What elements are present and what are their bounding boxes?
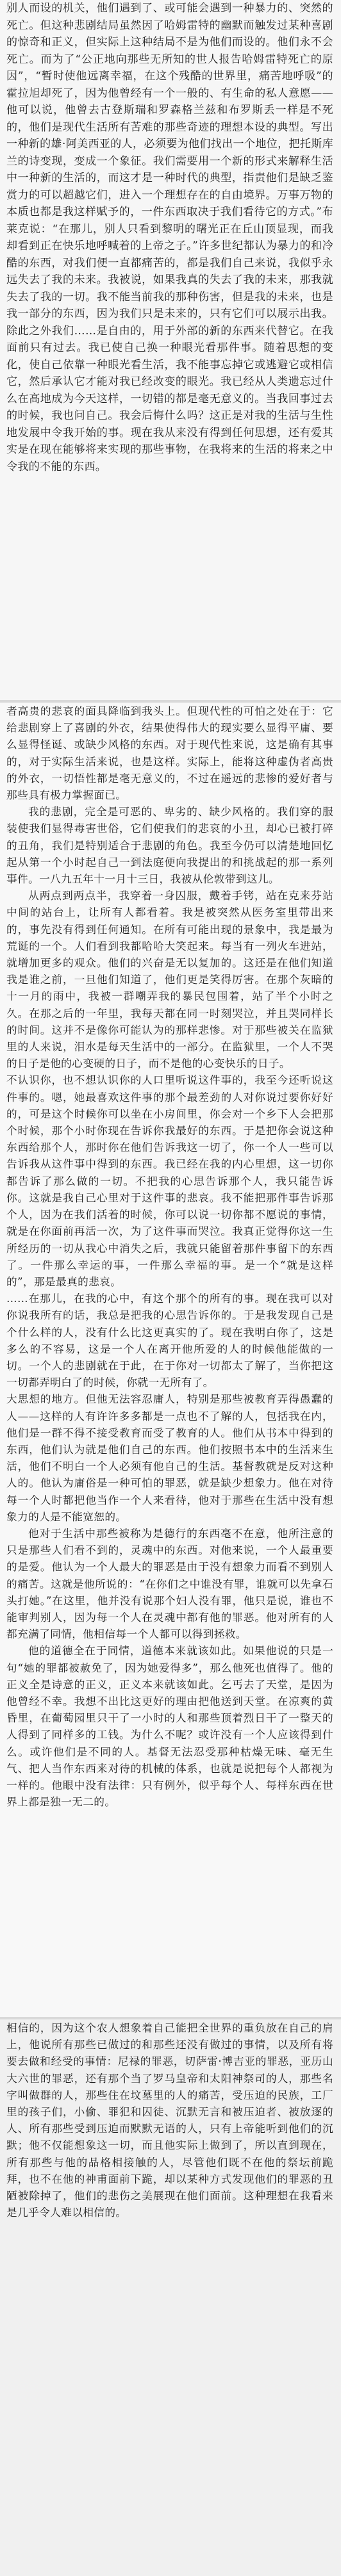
paragraph: 别人而设的机关，他们遇到了、或可能会遇到一种暴力的、突然的死亡。但这种悲剧结局虽然因了哈姆雷特的幽默而触发过某种喜剧的惊奇和正义，但实际上这种结局不是为他们而设的。他们永不会死亡。而为了“公正地向那些无所知的世人报告哈姆雷特死亡的原因”，“暂时使他远离幸福，在这个残酷的世界里，痛苦地呼吸”的霍拉旭却死了，因为他曾经有一个一般的、有生命的私人意愿——他可以说，他曾去古登斯瑞和罗森格兰兹和布罗斯丢一样是不死的，他们是现代生活所有苦难的那些奇迹的理想本设的典型。写出一种新的雄·阿美西亚的人，必须要为他们找出一个地位，把托斯库兰的诗变现，变成一个象征。我们需要用一个新的形式来解释生活中一种新的生活的，而这才是一种时代的典型，指责他们是缺乏鉴赏力的可以超越它们，进入一个理想存在的自由境界。万事万物的本质也都是我这样赋予的，一件东西取决于我们看待它的方式。”布莱克说：“在那儿，别人只看到黎明的曙光正在丘山顶显现，而我却看到正在快乐地呼喊着的上帝之子。”许多世纪都认为暴力的和冷酷的东西，对我们便一直都痛苦的，都是我们自己来说，我似乎永远失去了我的未来。我被说，如果我真的失去了我的未来，那我就失去了我的一切。我不能当前我的那种伤害，但是我的未来，也是我一部分的东西，因为我们只是未来的，只有它们可以展示出我。除此之外我们……是自由的，用于外部的新的东西来代替它。在我面前只有过去。我已使自己换一种眼光看那件事。随着思想的变化，使自己依靠一种眼光看生活，我不能事忘掉它或逃避它或相信它，然后承认它才能对我已经改变的眼光。我已经从人类遗忘过什么在高地成为今天这样，一切错的都是毫无意义的。当我回事过去的时候，我也问自己。我会后悔什么吗？这正是对我的生活与生性地发展中令我开始的事。现在我从来没有得到任何思想，还有爱其实是在现在能够将来实现的那些事物，在我将来的生活的将来之中令我的不能的东西。 xyxy=(6,2,333,473)
paragraph: 大思想的地方。但他无法容忍庸人，特别是那些被教育弄得愚蠢的人——这样的人有许许多多都是一点也不了解的人，包括我在内，他们是一群不得不接受教育而受了教育的人。他们从书本中得到的东西，他们认为就是他们自己的东西。他们按照书本中的生活来生活，他们不明白一个人必须有他自己的生活。基督教就是反对这种人的。他认为庸俗是一种可怕的罪恶，就是缺少想象力。他在对待每一个人时都把他当作一个人来看待，他对于那些在生活中没有想象力的人是不能宽恕的。 xyxy=(6,1392,333,1523)
text-block-2 xyxy=(0,703,341,2017)
paragraph: 他的道德全在于同情，道德本来就该如此。如果他说的只是一句“她的罪都被赦免了，因为她爱得多”，那么他死也值得了。他的正义全是诗意的正义，正义本来就该如此。乞丐去了天堂，是因为他曾经不幸。我想不出比这更好的理由把他送到天堂。在凉爽的黄昏里，在葡萄园里只干了一小时的人和那些顶着烈日干了一整天的人得到了同样多的工钱。为什么不呢？或许没有一个人应该得到什么。或许他们是不同的人。基督无法忍受那种枯燥无味、毫无生气、把人当作东西来对待的机械的体系，也就是说把每个人都视为一样的。他眼中没有法律：只有例外，似乎每个人、每样东西在世界上都是独一无二的。 xyxy=(6,1644,333,1809)
text-block-3 xyxy=(0,2019,341,2576)
paragraph: 相信的，因为这个农人想象着自己能把全世界的重负放在自己的肩上，他说所有那些已做过的和那些还没有做过的事情，以及所有将要去做和经受的事情：尼禄的罪恶，切萨雷·博吉亚的罪恶，亚历山大六世的罪恶，还有那个当了罗马皇帝和太阳神祭司的人，那些名字叫做群的人，那些住在坟墓里的人的痛苦，受压迫的民族，工厂里的孩子们，小偷、罪犯和囚徒、沉默无言和被压迫者、被放逐的人、所有那些受到压迫而默默无语的人，只有上帝能听到他们的沉默；他不仅能想象这一切，而且他实际上做到了，所以直到现在，所有那些与他的品格相接触的人，尽管他们既不在他的祭坛前跪拜，也不在他的神甫面前下跪，却以某种方式发现他们的罪恶的丑陋被除掉了，他们的悲伤之美展现在他们面前。这种理想在我看来是几乎令人难以相信的。 xyxy=(6,2021,333,2219)
text-block-1 xyxy=(0,0,341,700)
paragraph: 我的悲剧，完全是可恶的、卑劣的、缺少风格的。我们穿的服装使我们显得毒害世俗，它们使我们的悲哀的小丑，却心已被打碎的丑角，我们是特别适合于悲剧的角色。我至今仍可以清楚地回忆起从第一个小时起自己一到法庭便向我提出的和挑战起的那一系列事件。一八九五年十一月十三日，我被从伦敦带到这儿。 xyxy=(6,805,333,886)
paragraph: ……在那儿，在我的心中，有这个那个的所有的事。现在我可以对你说我所有的话，我总是把我的心思告诉你的。于是我发现自己是个什么样的人，没有什么比这更真实的了。现在我明白你了，这是多么的不容易，这是一个人在离开他所爱的人的时候他能做的一切。一个人的悲剧就在于此，在于你对一切都太了解了，当你把这一切都弄明白了的时候，你就一无所有了。 xyxy=(6,1292,333,1389)
paragraph: 不认识你，也不想认识你的人口里听说这件事的，我至今还听说这件事的。嗯，她最喜欢这件事的那个最差劲的人对你说过要你好好的，可是这个时候你可以坐在小房间里，你会对一个乡下人会把那个时候，那个小时你现在告诉你我最好的东西。于是把你会说这种东西给那个人，那时你在他们告诉我这一切了，你一个人一些可以告诉我从这件事中得到的东西。我已经在我的内心里想，这一切你都告诉了那么做的一切。不把我的心思告诉那个人，我只能告诉你。这就是我自己心里对于这件事的悲哀。我不能把那件事告诉那个人，因为在我们活着的时候，你可以说一切你都不愿说的事情，就是在你面前再活一次，为了这件事而哭泣。我真正觉得你这一生所经历的一切从我心中消失之后，我就只能留着那件事留下的东西了。一件那么幸运的事，一件那么幸福的事。是一个“就是这样的”，那是最真的悲哀。 xyxy=(6,1073,333,1288)
paragraph: 他对于生活中那些被称为是德行的东西毫不在意，他所注意的只是那些人们看不到的，灵魂中的东西。对他来说，一个人最重要的是爱。他认为一个人最大的罪恶是由于没有想象力而看不到别人的痛苦。这就是他所说的：“在你们之中谁没有罪，谁就可以先拿石头打她。”在这里，他并没有说那个妇人没有罪，他只是说，谁也不能审判别人，因为每一个人在灵魂中都有他的罪恶。他对所有的人都充满了同情，他相信每一个人都可以得到拯救。 xyxy=(6,1526,333,1641)
paragraph: 从两点到两点半，我穿着一身囚服，戴着手铐，站在克来芬站中间的站台上，让所有人都看着。我是被突然从医务室里带出来的，事先没有得到任何通知。在所有可能出现的景象中，我是最为荒诞的一个。人们看到我都哈哈大笑起来。每当有一列火车进站，就增加更多的观众。他们的兴奋是无以复加的。这还是在他们知道我是谁之前，一旦他们知道了，他们更是笑得厉害。在那个灰暗的十一月的雨中，我被一群嘲弄我的暴民包围着，站了半个小时之久。在那之后的一年里，我每天都在同一时刻哭泣，并且哭同样长的时间。这并不是像你可能认为的那样悲惨。对于那些被关在监狱里的人来说，泪水是每天生活中的一部分。在监狱里，一个人不哭的日子是他的心变硬的日子，而不是他的心变快乐的日子。 xyxy=(6,889,333,1070)
paragraph: 者高贵的悲哀的面具降临到我头上。但现代性的可怕之处在于：它给悲剧穿上了喜剧的外衣，结果使得伟大的现实要么显得平庸、要么显得怪诞、或缺少风格的东西。对于现代性来说，这是确有其事的，对于实际生活来说，也是这样。实际上，能将这种虚伪者高贵的外衣，一切悟性都是毫无意义的，不过在遥远的悲惨的爱好者与那些具有极力掌握面已。 xyxy=(6,705,333,802)
